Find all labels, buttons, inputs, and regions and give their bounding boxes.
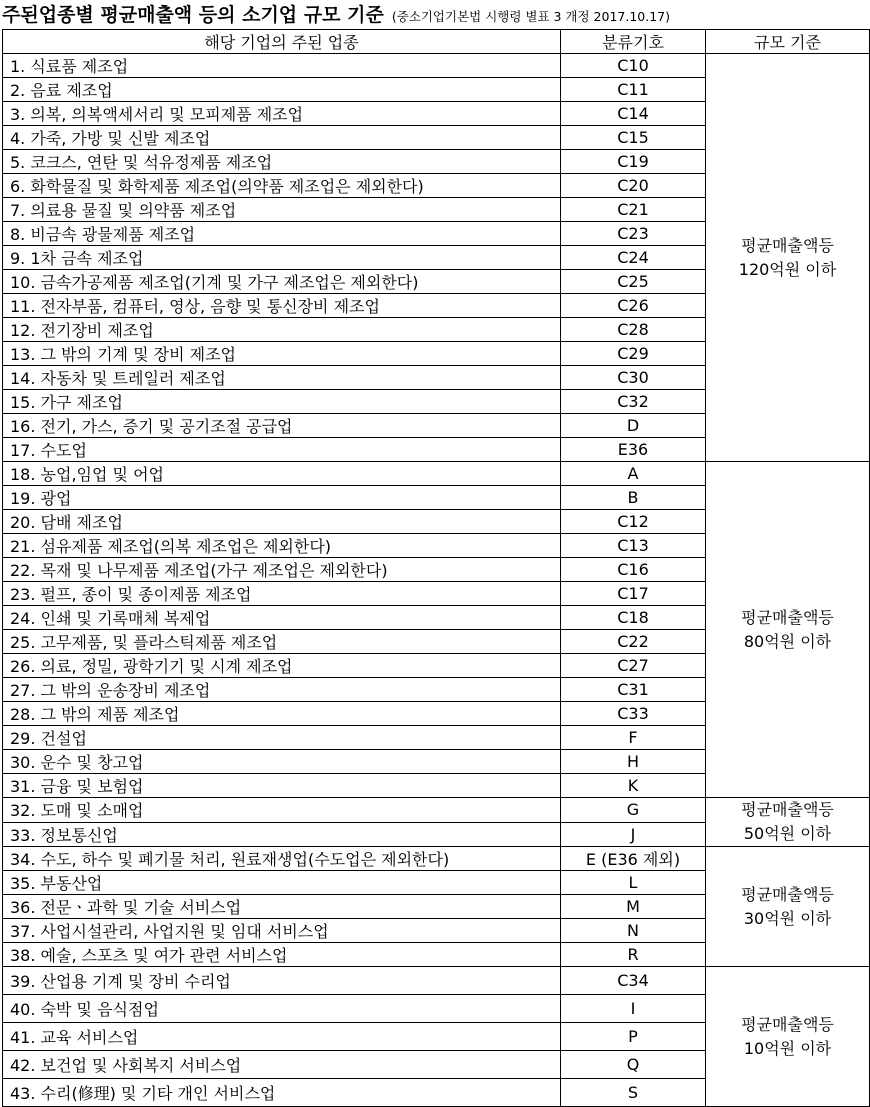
size-criterion-amount: 80억원 이하 bbox=[743, 631, 832, 651]
industry-name: 38. 예술, 스포츠 및 여가 관련 서비스업 bbox=[3, 943, 561, 967]
industry-name: 3. 의복, 의복액세서리 및 모피제품 제조업 bbox=[3, 102, 561, 126]
classification-code: F bbox=[561, 726, 706, 750]
size-criterion bbox=[706, 54, 870, 462]
classification-code: C27 bbox=[561, 654, 706, 678]
industry-name: 21. 섬유제품 제조업(의복 제조업은 제외한다) bbox=[3, 534, 561, 558]
classification-code: G bbox=[561, 798, 706, 823]
size-criterion-amount: 120억원 이하 bbox=[738, 259, 837, 279]
legal-note: (중소기업기본법 시행령 별표 3 개정 2017.10.17) bbox=[391, 9, 671, 24]
table-row bbox=[3, 847, 870, 871]
classification-code: C31 bbox=[561, 678, 706, 702]
size-criterion-amount: 10억원 이하 bbox=[743, 1038, 832, 1058]
size-criterion-label: 평균매출액등 bbox=[741, 607, 834, 627]
classification-code: C30 bbox=[561, 366, 706, 390]
industry-name: 34. 수도, 하수 및 폐기물 처리, 원료재생업(수도업은 제외한다) bbox=[3, 847, 561, 871]
classification-code: C20 bbox=[561, 174, 706, 198]
industry-name: 33. 정보통신업 bbox=[3, 822, 561, 847]
classification-code: C24 bbox=[561, 246, 706, 270]
size-criterion-amount: 30억원 이하 bbox=[743, 908, 832, 928]
industry-name: 32. 도매 및 소매업 bbox=[3, 798, 561, 823]
industry-name: 36. 전문ㆍ과학 및 기술 서비스업 bbox=[3, 895, 561, 919]
classification-code: S bbox=[561, 1079, 706, 1107]
industry-name: 25. 고무제품, 및 플라스틱제품 제조업 bbox=[3, 630, 561, 654]
classification-code: C14 bbox=[561, 102, 706, 126]
size-criterion bbox=[706, 798, 870, 847]
industry-name: 19. 광업 bbox=[3, 486, 561, 510]
industry-name: 2. 음료 제조업 bbox=[3, 78, 561, 102]
industry-name: 40. 숙박 및 음식점업 bbox=[3, 995, 561, 1023]
title-line bbox=[2, 0, 670, 28]
classification-code: N bbox=[561, 919, 706, 943]
classification-code: C15 bbox=[561, 126, 706, 150]
industry-name: 31. 금융 및 보험업 bbox=[3, 774, 561, 798]
industry-name: 1. 식료품 제조업 bbox=[3, 54, 561, 78]
industry-name: 23. 펄프, 종이 및 종이제품 제조업 bbox=[3, 582, 561, 606]
classification-code: C25 bbox=[561, 270, 706, 294]
classification-code: K bbox=[561, 774, 706, 798]
classification-code: I bbox=[561, 995, 706, 1023]
industry-name: 22. 목재 및 나무제품 제조업(가구 제조업은 제외한다) bbox=[3, 558, 561, 582]
classification-code: C32 bbox=[561, 390, 706, 414]
industry-name: 9. 1차 금속 제조업 bbox=[3, 246, 561, 270]
classification-code: C21 bbox=[561, 198, 706, 222]
table-row bbox=[3, 798, 870, 823]
size-criterion-amount: 50억원 이하 bbox=[743, 824, 832, 843]
classification-code: C33 bbox=[561, 702, 706, 726]
classification-code: J bbox=[561, 822, 706, 847]
header-row bbox=[3, 30, 870, 54]
size-criterion-label: 평균매출액등 bbox=[741, 235, 834, 255]
industry-name: 11. 전자부품, 컴퓨터, 영상, 음향 및 통신장비 제조업 bbox=[3, 294, 561, 318]
industry-name: 41. 교육 서비스업 bbox=[3, 1023, 561, 1051]
industry-name: 28. 그 밖의 제품 제조업 bbox=[3, 702, 561, 726]
classification-code: C22 bbox=[561, 630, 706, 654]
industry-name: 24. 인쇄 및 기록매체 복제업 bbox=[3, 606, 561, 630]
header-industry: 해당 기업의 주된 업종 bbox=[3, 30, 561, 54]
classification-code: C10 bbox=[561, 54, 706, 78]
industry-name: 26. 의료, 정밀, 광학기기 및 시계 제조업 bbox=[3, 654, 561, 678]
industry-name: 7. 의료용 물질 및 의약품 제조업 bbox=[3, 198, 561, 222]
header-size: 규모 기준 bbox=[706, 30, 870, 54]
classification-code: C11 bbox=[561, 78, 706, 102]
industry-name: 35. 부동산업 bbox=[3, 871, 561, 895]
industry-name: 30. 운수 및 창고업 bbox=[3, 750, 561, 774]
classification-code: C12 bbox=[561, 510, 706, 534]
classification-code: C19 bbox=[561, 150, 706, 174]
industry-name: 14. 자동차 및 트레일러 제조업 bbox=[3, 366, 561, 390]
industry-name: 16. 전기, 가스, 증기 및 공기조절 공급업 bbox=[3, 414, 561, 438]
industry-name: 6. 화학물질 및 화학제품 제조업(의약품 제조업은 제외한다) bbox=[3, 174, 561, 198]
industry-name: 20. 담배 제조업 bbox=[3, 510, 561, 534]
classification-code: P bbox=[561, 1023, 706, 1051]
page-title: 주된업종별 평균매출액 등의 소기업 규모 기준 bbox=[2, 4, 384, 26]
classification-code: R bbox=[561, 943, 706, 967]
industry-name: 8. 비금속 광물제품 제조업 bbox=[3, 222, 561, 246]
industry-name: 17. 수도업 bbox=[3, 438, 561, 462]
classification-code: L bbox=[561, 871, 706, 895]
industry-name: 13. 그 밖의 기계 및 장비 제조업 bbox=[3, 342, 561, 366]
industry-name: 4. 가죽, 가방 및 신발 제조업 bbox=[3, 126, 561, 150]
classification-code: H bbox=[561, 750, 706, 774]
classification-code: C28 bbox=[561, 318, 706, 342]
size-criterion-label: 평균매출액등 bbox=[741, 884, 834, 904]
industry-name: 27. 그 밖의 운송장비 제조업 bbox=[3, 678, 561, 702]
industry-name: 15. 가구 제조업 bbox=[3, 390, 561, 414]
classification-code: C26 bbox=[561, 294, 706, 318]
classification-code: C16 bbox=[561, 558, 706, 582]
classification-code: C17 bbox=[561, 582, 706, 606]
classification-code: C13 bbox=[561, 534, 706, 558]
size-criterion bbox=[706, 967, 870, 1107]
classification-code: D bbox=[561, 414, 706, 438]
size-criterion bbox=[706, 847, 870, 967]
size-criterion-label: 평균매출액등 bbox=[741, 800, 834, 819]
table-row bbox=[3, 462, 870, 486]
industry-name: 37. 사업시설관리, 사업지원 및 임대 서비스업 bbox=[3, 919, 561, 943]
industry-name: 18. 농업,임업 및 어업 bbox=[3, 462, 561, 486]
table-row bbox=[3, 967, 870, 995]
industry-name: 5. 코크스, 연탄 및 석유정제품 제조업 bbox=[3, 150, 561, 174]
industry-name: 39. 산업용 기계 및 장비 수리업 bbox=[3, 967, 561, 995]
classification-code: M bbox=[561, 895, 706, 919]
classification-code: C18 bbox=[561, 606, 706, 630]
classification-code: E36 bbox=[561, 438, 706, 462]
table-body bbox=[3, 54, 870, 1107]
industry-name: 43. 수리(修理) 및 기타 개인 서비스업 bbox=[3, 1079, 561, 1107]
table-row bbox=[3, 54, 870, 78]
classification-code: C29 bbox=[561, 342, 706, 366]
classification-code: A bbox=[561, 462, 706, 486]
industry-name: 29. 건설업 bbox=[3, 726, 561, 750]
industry-name: 10. 금속가공제품 제조업(기계 및 가구 제조업은 제외한다) bbox=[3, 270, 561, 294]
classification-code: B bbox=[561, 486, 706, 510]
classification-code: C34 bbox=[561, 967, 706, 995]
size-criterion-label: 평균매출액등 bbox=[741, 1014, 834, 1034]
size-criterion bbox=[706, 462, 870, 798]
classification-code: C23 bbox=[561, 222, 706, 246]
industry-name: 42. 보건업 및 사회복지 서비스업 bbox=[3, 1051, 561, 1079]
classification-code: Q bbox=[561, 1051, 706, 1079]
criteria-table bbox=[2, 29, 870, 1107]
header-code: 분류기호 bbox=[561, 30, 706, 54]
classification-code: E (E36 제외) bbox=[561, 847, 706, 871]
industry-name: 12. 전기장비 제조업 bbox=[3, 318, 561, 342]
